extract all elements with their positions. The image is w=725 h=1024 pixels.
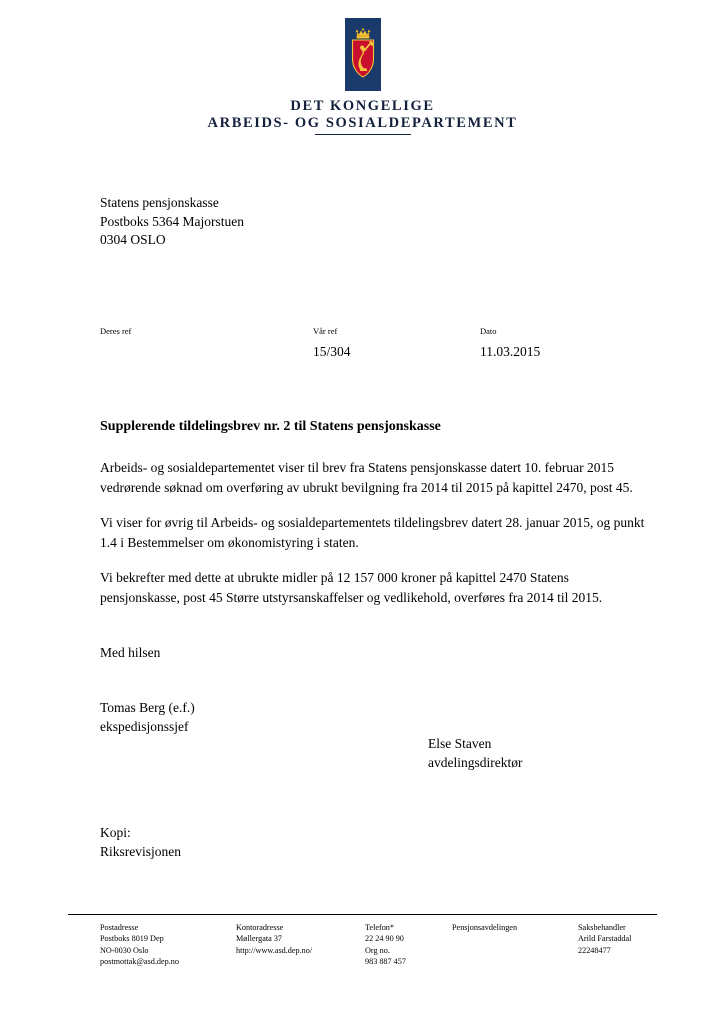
footer-divider [68, 914, 657, 915]
letterhead [0, 18, 725, 135]
footer-email[interactable]: postmottak@asd.dep.no [100, 957, 179, 967]
recipient-city: 0304 OSLO [100, 232, 166, 247]
footer-postal-heading: Postadresse [100, 923, 139, 932]
wordmark-line-1: DET KONGELIGE [290, 98, 435, 114]
footer-postal-city: NO-0030 Oslo [100, 945, 149, 955]
norwegian-coat-of-arms-icon [346, 23, 380, 87]
signer-right-title: avdelingsdirektør [428, 754, 523, 770]
footer-department-heading: Pensjonsavdelingen [452, 923, 518, 932]
footer-caseworker-name: Arild Farstaddal [578, 934, 632, 944]
subject-line: Supplerende tildelingsbrev nr. 2 til Statens pensjonskasse [100, 419, 441, 434]
var-ref-value: 15/304 [313, 344, 351, 359]
wordmark-line-2: ARBEIDS- OG SOSIALDEPARTEMENT [207, 115, 518, 132]
signer-left-name: Tomas Berg (e.f.) [100, 700, 195, 715]
recipient-name: Statens pensjonskasse [100, 195, 219, 210]
footer-org-number: 983 887 457 [365, 957, 406, 967]
var-ref-label: Vår ref [313, 326, 338, 336]
closing-greeting: Med hilsen [100, 645, 161, 660]
footer-column-department [452, 922, 517, 933]
body-paragraph-1: Arbeids- og sosialdepartementet viser til brev fra Statens pensjonskasse datert 10. februar 2015 vedrørende søknad om overføring av ubrukt bevilgning fra 2014 til 2015 på kapittel 2470, post 45. [100, 460, 633, 495]
signature-block-right [428, 735, 522, 772]
wordmark-rule [315, 134, 411, 135]
body-paragraph-3: Vi bekrefter med dette at ubrukte midler på 12 157 000 kroner på kapittel 2470 Statens pensjonskasse, post 45 Større utstyrsanskaffelser og vedlikehold, overføres fra 2014 til 2015. [100, 570, 603, 605]
signer-right-name: Else Staven [428, 736, 492, 751]
footer-office-street: Møllergata 37 [236, 934, 283, 944]
reference-var-ref [313, 326, 351, 361]
dato-value: 11.03.2015 [480, 344, 541, 359]
reference-dato [480, 326, 540, 361]
footer-telephone-heading: Telefon* [365, 923, 394, 932]
dato-label: Dato [480, 326, 497, 336]
crest-panel [345, 18, 381, 91]
footer-column-postal-address [100, 922, 179, 968]
footer-postal-box: Postboks 8019 Dep [100, 934, 164, 944]
copy-block [100, 824, 181, 861]
signer-left-title: ekspedisjonssjef [100, 718, 189, 734]
deres-ref-label: Deres ref [100, 326, 132, 336]
signature-block-left [100, 699, 195, 736]
wordmark [0, 98, 725, 135]
footer-org-label: Org no. [365, 945, 390, 955]
reference-deres-ref [100, 326, 131, 343]
footer-column-caseworker [578, 922, 631, 956]
footer-column-office-address [236, 922, 312, 956]
recipient-address-block [100, 194, 244, 250]
footer-caseworker-heading: Saksbehandler [578, 923, 626, 932]
copy-label: Kopi: [100, 825, 131, 840]
footer-website-link[interactable]: http://www.asd.dep.no/ [236, 945, 313, 955]
body-paragraph-2: Vi viser for øvrig til Arbeids- og sosialdepartementets tildelingsbrev datert 28. januar 2015, og punkt 1.4 i Bestemmelser om økonomistyring i staten. [100, 515, 645, 550]
copy-recipient: Riksrevisjonen [100, 843, 181, 859]
footer-office-heading: Kontoradresse [236, 923, 284, 932]
footer-caseworker-phone: 22248477 [578, 945, 611, 955]
footer-column-telephone [365, 922, 406, 968]
letter-body [100, 458, 645, 623]
footer-telephone-number: 22 24 90 90 [365, 934, 404, 944]
recipient-street: Postboks 5364 Majorstuen [100, 213, 245, 229]
